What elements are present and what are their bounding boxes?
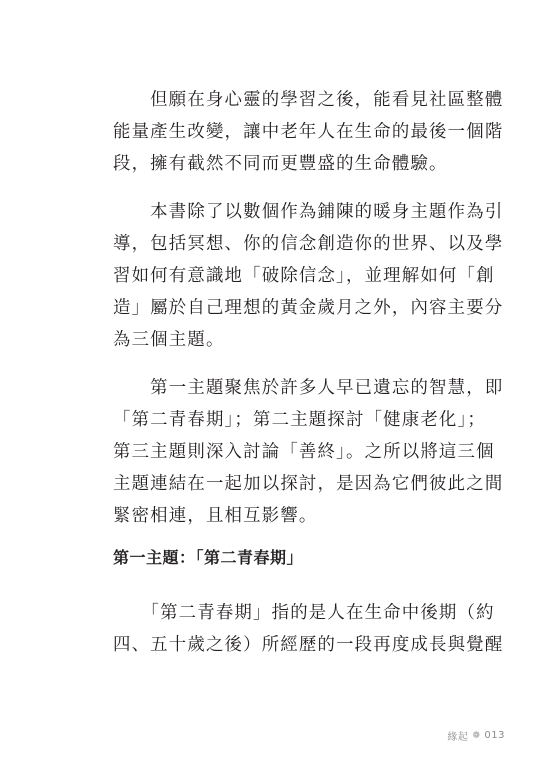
paragraph-line: 第一主題聚焦於許多人早已遺忘的智慧，即: [113, 378, 504, 398]
page-number: 013: [484, 730, 505, 741]
footer-section-label: 緣起: [447, 732, 469, 743]
paragraph-line: 但願在身心靈的學習之後，能看見社區整體: [113, 90, 504, 110]
paragraph-line: 導，包括冥想、你的信念創造你的世界、以及學: [113, 234, 504, 254]
paragraph-line: 造」屬於自己理想的黃金歲月之外，內容主要分: [113, 298, 504, 318]
paragraph-line: 習如何有意識地「破除信念」，並理解如何「創: [113, 266, 495, 286]
paragraph-line: 段，擁有截然不同而更豐盛的生命體驗。: [113, 154, 448, 174]
paragraph-line: 能量產生改變，讓中老年人在生命的最後一個階: [113, 122, 504, 142]
paragraph-line: 四、五十歲之後）所經歷的一段再度成長與覺醒: [113, 635, 504, 655]
page-footer: [447, 728, 505, 743]
flower-ornament-icon: ❁: [472, 730, 481, 741]
section-heading: 第一主題：「第二青春期」: [113, 548, 304, 567]
paragraph-line: 「第二青春期」；第二主題探討「健康老化」；: [113, 410, 487, 430]
paragraph-line: 為三個主題。: [113, 330, 225, 350]
paragraph-line: 緊密相連，且相互影響。: [113, 506, 318, 526]
paragraph-line: 本書除了以數個作為鋪陳的暖身主題作為引: [113, 202, 504, 222]
paragraph-line: 主題連結在一起加以探討，是因為它們彼此之間: [113, 474, 504, 494]
paragraph-line: 第三主題則深入討論「善終」。之所以將這三個: [113, 442, 495, 462]
paragraph-line: 「第二青春期」指的是人在生命中後期（約: [113, 603, 495, 623]
